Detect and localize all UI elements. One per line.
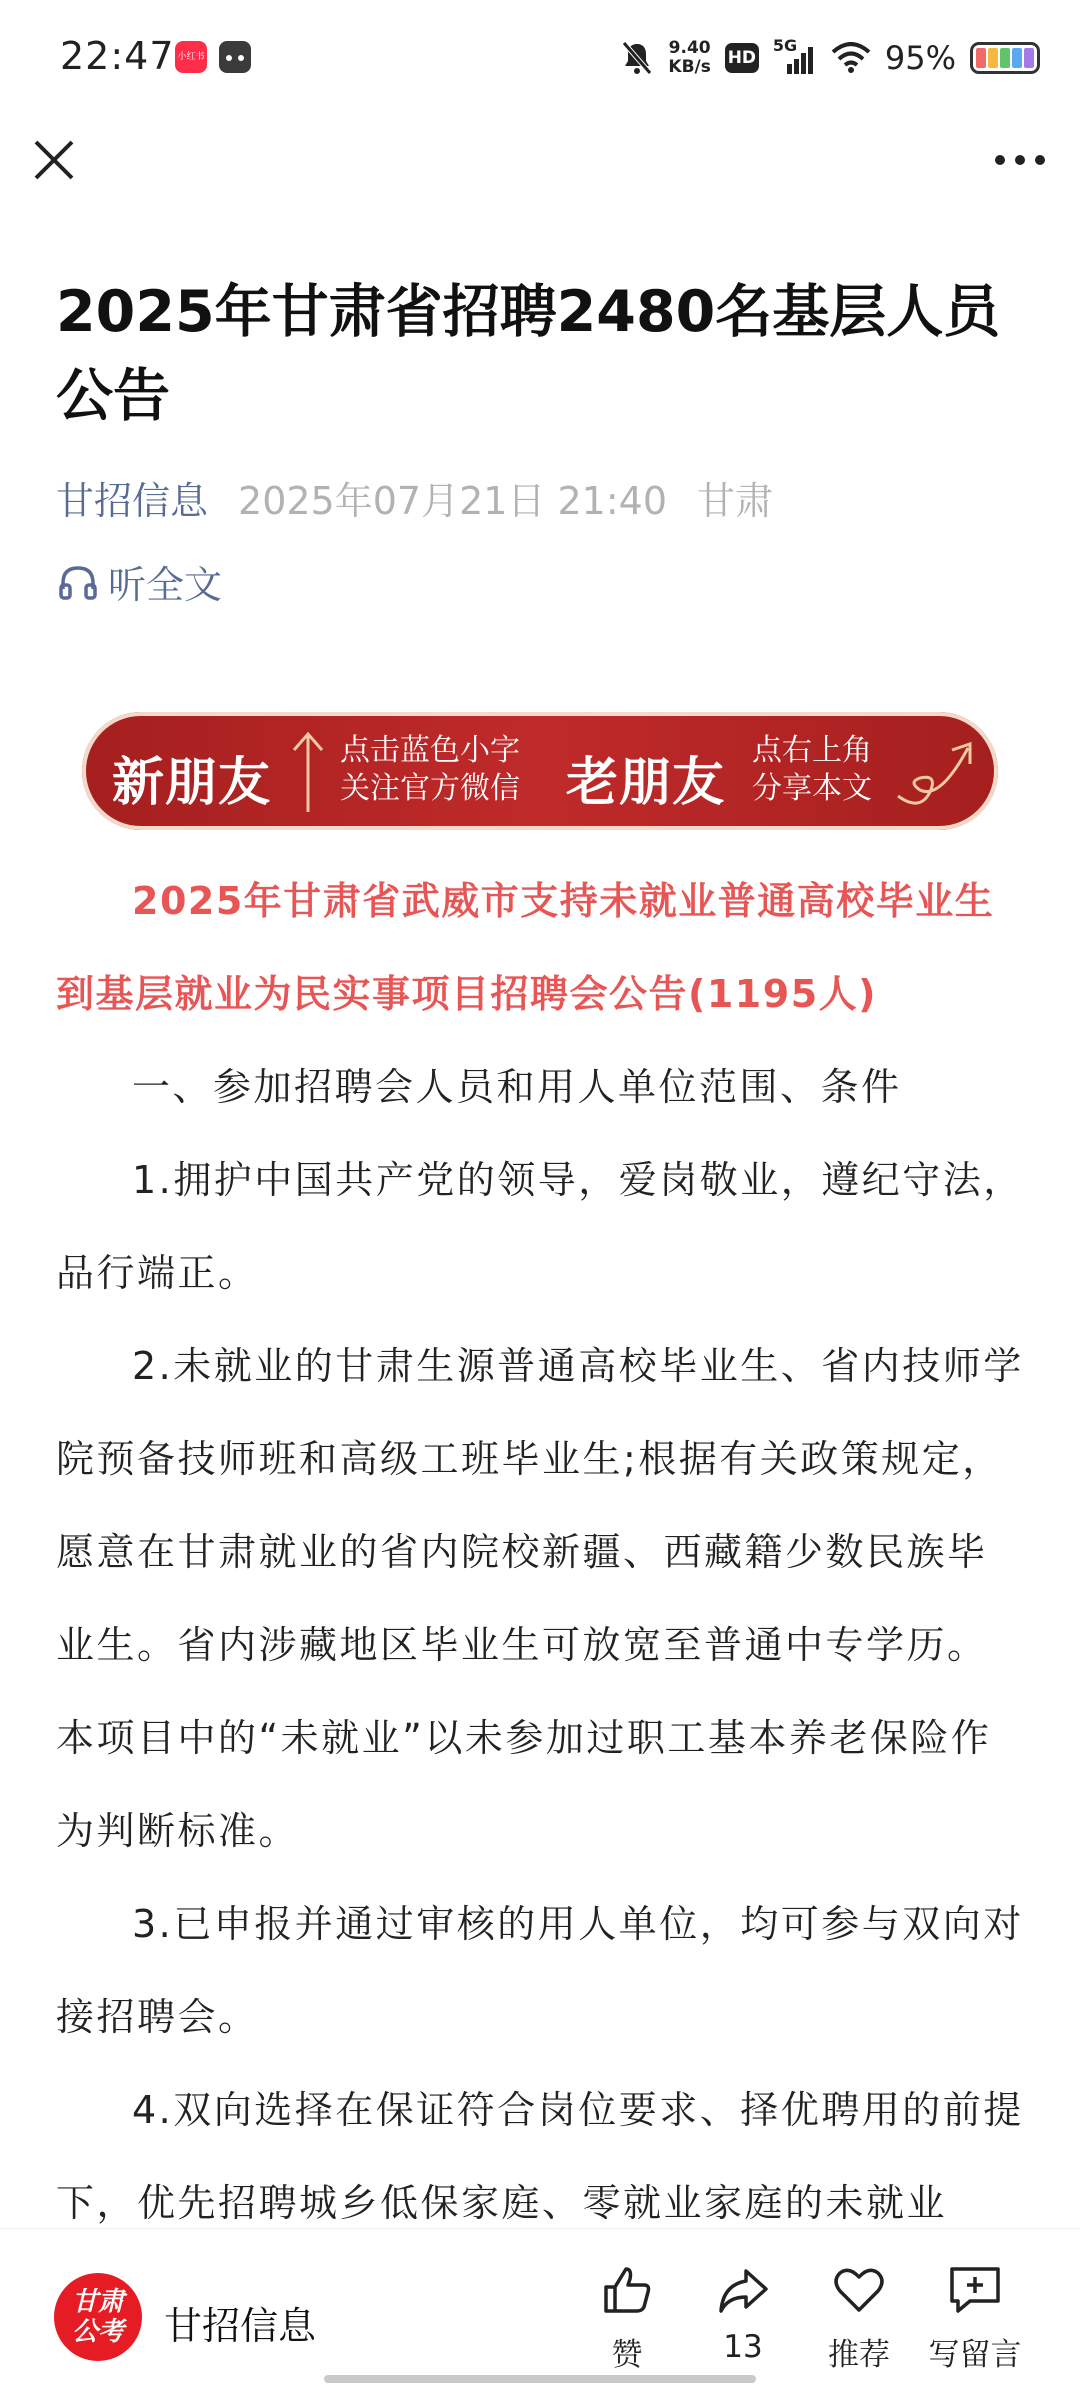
banner-new-friend-text: [340, 732, 520, 808]
follow-share-banner[interactable]: [82, 712, 998, 830]
article-meta: [56, 470, 773, 525]
recommend-button[interactable]: [804, 2263, 914, 2374]
article-title: 2025年甘肃省招聘2480名基层人员公告: [56, 279, 1001, 429]
banner-new-line2: 关注官方微信: [340, 771, 520, 806]
signal-label: 5G: [772, 36, 798, 55]
game-controller-icon: [219, 41, 251, 73]
paragraph: 一、参加招聘会人员和用人单位范围、条件: [132, 1065, 902, 1109]
banner-new-friend: 新朋友: [112, 753, 272, 813]
article-source-link[interactable]: 甘招信息: [56, 479, 209, 523]
xiaohongshu-icon: 小红书: [175, 41, 207, 73]
up-arrow-icon: [288, 728, 328, 816]
more-button[interactable]: [990, 142, 1050, 178]
share-swirl-arrow-icon: [890, 726, 980, 816]
listen-label: 听全文: [108, 563, 223, 607]
home-indicator[interactable]: [324, 2375, 756, 2383]
avatar-text-line1: 甘肃: [71, 2287, 124, 2317]
close-button[interactable]: [32, 138, 76, 182]
paragraph: 4.双向选择在保证符合岗位要求、择优聘用的前提下，优先招聘城乡低保家庭、零就业家庭的未就业: [56, 2088, 1024, 2225]
banner-old-line1: 点右上角: [752, 733, 872, 768]
like-button[interactable]: [572, 2263, 682, 2374]
banner-old-friend-text: [752, 732, 872, 808]
article-location: 甘肃: [697, 479, 774, 523]
status-indicators: [620, 30, 1040, 86]
article-date: 2025年07月21日 21:40: [238, 479, 668, 523]
paragraph: 3.已申报并通过审核的用人单位，均可参与双向对接招聘会。: [56, 1902, 1024, 2039]
wifi-icon: [831, 42, 871, 74]
hd-badge: HD: [725, 43, 759, 73]
recommend-label: 推荐: [828, 2337, 890, 2373]
comment-button[interactable]: [920, 2263, 1030, 2374]
comment-plus-icon: [946, 2263, 1004, 2317]
comment-label: 写留言: [928, 2337, 1022, 2373]
bottom-action-bar: [0, 2228, 1080, 2388]
like-label: 赞: [611, 2337, 643, 2373]
share-button[interactable]: [688, 2263, 798, 2365]
banner-old-line2: 分享本文: [752, 771, 872, 806]
banner-new-line1: 点击蓝色小字: [340, 733, 520, 768]
thumbs-up-icon: [600, 2263, 654, 2317]
network-speed-unit: KB/s: [668, 57, 711, 77]
battery-icon: [970, 42, 1040, 74]
status-time: 22:47: [60, 34, 175, 78]
paragraph: 1.拥护中国共产党的领导，爱岗敬业，遵纪守法，品行端正。: [56, 1158, 1024, 1295]
share-arrow-icon: [716, 2263, 770, 2317]
account-name[interactable]: 甘招信息: [164, 2304, 317, 2348]
network-speed: [668, 39, 710, 77]
article-subheading: 2025年甘肃省武威市支持未就业普通高校毕业生到基层就业为民实事项目招聘会公告(1195人): [56, 879, 995, 1016]
network-speed-value: 9.40: [668, 38, 711, 58]
article-body: [56, 855, 1026, 2250]
account-avatar[interactable]: [54, 2273, 142, 2361]
share-count: 13: [723, 2329, 763, 2365]
mute-bell-icon: [620, 40, 654, 76]
banner-old-friend: 老朋友: [566, 753, 726, 813]
signal-5g: [772, 36, 817, 76]
heart-icon: [832, 2263, 886, 2317]
battery-percent: 95%: [884, 39, 956, 77]
listen-button[interactable]: [58, 554, 222, 609]
signal-bars-icon: [773, 40, 817, 76]
avatar-text-line2: 公考: [71, 2317, 124, 2347]
paragraph: 2.未就业的甘肃生源普通高校毕业生、省内技师学院预备技师班和高级工班毕业生;根据有关政策规定，愿意在甘肃就业的省内院校新疆、西藏籍少数民族毕业生。省内涉藏地区毕业生可放宽至普通中专学历。本项目中的“未就业”以未参加过职工基本养老保险作为判断标准。: [56, 1344, 1024, 1853]
more-icon: [990, 142, 1050, 178]
status-bar: [0, 0, 1080, 116]
headphones-icon: [58, 563, 98, 601]
close-icon: [32, 138, 76, 182]
